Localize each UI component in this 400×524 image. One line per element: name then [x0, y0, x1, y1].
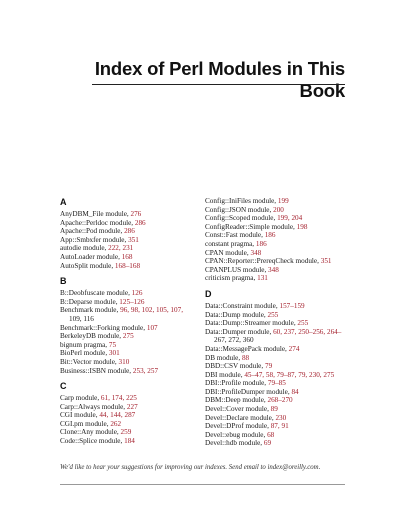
entry-term: Carp module, — [60, 394, 101, 403]
index-section — [60, 381, 210, 446]
entry-term: DBM::Deep module, — [205, 396, 268, 405]
index-entry-continuation — [205, 336, 355, 345]
entry-term: ConfigReader::Simple module, — [205, 222, 297, 231]
entry-page-links[interactable]: 61, 174, 225 — [100, 394, 137, 403]
entry-term: CPAN::Reporter::PrereqCheck module, — [205, 257, 321, 266]
entry-page-links[interactable]: 351 — [320, 257, 332, 266]
index-entry — [60, 289, 210, 298]
entry-term: Business::ISBN module, — [60, 366, 133, 375]
entry-term: AutoSplit module, — [60, 261, 115, 270]
entry-page-links[interactable]: 87, 91 — [270, 422, 289, 431]
entry-term: Config::JSON module, — [205, 205, 274, 214]
index-entry — [60, 332, 210, 341]
index-entry — [205, 431, 355, 440]
entry-page-links[interactable]: 253, 257 — [132, 366, 159, 375]
entry-page-links[interactable]: 75 — [108, 340, 117, 349]
index-entry — [205, 311, 355, 320]
entry-page-links[interactable]: 275 — [122, 332, 134, 341]
entry-page-links[interactable]: 276 — [130, 210, 142, 218]
index-entry — [60, 394, 210, 403]
entry-page-links[interactable]: 200 — [273, 205, 284, 214]
index-entry — [60, 236, 210, 245]
entry-term: Devel::Cover module, — [205, 405, 271, 414]
entry-term: CGI.pm module, — [60, 419, 111, 428]
footer-note: We'd like to hear your suggestions for improving our indexes. Send email to index@oreilly.com. — [60, 464, 321, 471]
index-entry — [205, 249, 355, 258]
entry-term: Config::Scoped module, — [205, 214, 278, 223]
index-entry — [60, 306, 210, 315]
entry-page-links[interactable]: 198 — [296, 222, 308, 231]
entry-term: Data::Dumper module, — [205, 327, 274, 336]
entry-page-links[interactable]: 186 — [264, 231, 276, 240]
entry-term: Devel::hdb module, — [205, 439, 264, 448]
entry-page-links[interactable]: 68 — [267, 430, 275, 439]
entry-term: autodie module, — [60, 244, 109, 253]
index-section — [205, 197, 355, 283]
index-entry — [205, 405, 355, 414]
entry-term: Data::Dump::Streamer module, — [205, 319, 298, 328]
index-entry — [60, 341, 210, 350]
entry-page-links[interactable]: 107 — [146, 323, 158, 332]
entry-term: AutoLoader module, — [60, 252, 122, 261]
entry-page-links[interactable]: 125–126 — [119, 297, 145, 306]
entry-page-links[interactable]: 79 — [264, 362, 273, 371]
index-entry — [205, 422, 355, 431]
index-entry — [60, 324, 210, 333]
section-letter: A — [60, 197, 67, 207]
section-letter: D — [205, 288, 212, 299]
entry-term: DBD::CSV module, — [205, 362, 265, 371]
entry-page-links[interactable]: 168–168 — [114, 261, 141, 270]
entry-term: Apache::Perldoc module, — [60, 218, 135, 227]
entry-page-links[interactable]: 255 — [267, 310, 279, 319]
index-entry — [60, 253, 210, 262]
entry-term: AnyDBM_File module, — [60, 210, 131, 218]
index-entry — [60, 262, 210, 271]
entry-page-links[interactable]: 184 — [124, 437, 135, 446]
index-entry — [205, 223, 355, 232]
entry-term: DBI::Profile module, — [205, 379, 268, 388]
index-entry-continuation — [60, 315, 210, 324]
entry-term: DBI::ProfileDumper module, — [205, 387, 292, 396]
entry-term: B::Deparse module, — [60, 297, 120, 306]
entry-term: Carp::Always module, — [60, 402, 127, 411]
index-entry — [60, 227, 210, 236]
entry-term: Data::MessagePack module, — [205, 344, 289, 353]
section-letter: C — [60, 381, 67, 392]
section-letter: B — [60, 276, 67, 287]
index-section — [60, 276, 210, 375]
index-entry — [205, 257, 355, 266]
entry-term: BerkeleyDB module, — [60, 332, 123, 341]
entry-term: Devel::Declare module, — [205, 413, 276, 422]
entry-page-links[interactable]: 96, 98, 102, 105, 107, — [120, 306, 183, 315]
entry-page-links[interactable]: 69 — [263, 439, 272, 448]
entry-term: Config::IniFiles module, — [205, 197, 278, 205]
entry-term: CGI module, — [60, 411, 100, 420]
entry-term: Devel::ebug module, — [205, 430, 268, 439]
index-column-right — [205, 193, 355, 454]
entry-term: Data::Dump module, — [205, 310, 268, 319]
entry-page-links[interactable]: 230 — [275, 413, 287, 422]
index-entry — [205, 319, 355, 328]
entry-page-links[interactable]: 199 — [277, 197, 289, 205]
entry-term: criticism pragma, — [205, 274, 258, 283]
index-section — [205, 289, 355, 448]
entry-term: Benchmark module, — [60, 306, 121, 315]
entry-page-links[interactable]: 268–270 — [267, 396, 293, 405]
entry-term: constant pragma, — [205, 239, 256, 248]
index-entry — [205, 206, 355, 215]
index-entry — [205, 328, 355, 337]
index-entry — [60, 244, 210, 253]
index-entry — [205, 379, 355, 388]
entry-page-links[interactable]: 157–159 — [279, 301, 305, 310]
index-entry — [205, 197, 355, 206]
entry-page-links[interactable]: 301 — [108, 349, 120, 358]
index-entry — [60, 219, 210, 228]
index-entry — [60, 367, 210, 376]
entry-page-links[interactable]: 199, 204 — [277, 214, 303, 223]
entry-term: App::Smbxfer module, — [60, 235, 129, 244]
entry-term: Devel::DProf module, — [205, 422, 271, 431]
entry-page-links[interactable]: 274 — [288, 344, 300, 353]
entry-page-links[interactable]: 60, 237, 250–256, 264– — [273, 327, 342, 336]
index-entry — [60, 411, 210, 420]
entry-page-links[interactable]: 89 — [270, 405, 278, 414]
index-entry — [205, 266, 355, 275]
entry-page-links[interactable]: 222, 231 — [108, 244, 134, 253]
entry-page-links[interactable]: 262 — [110, 419, 122, 428]
entry-page-links[interactable]: 45–47, 58, 79–87, 79, 230, 275 — [244, 370, 335, 379]
index-entry — [60, 437, 210, 446]
entry-page-links[interactable]: 79–85 — [267, 379, 286, 388]
index-entry — [205, 231, 355, 240]
entry-term: Data::Constraint module, — [205, 301, 280, 310]
title-rule — [92, 84, 345, 85]
index-entry — [205, 345, 355, 354]
entry-page-links[interactable]: 186 — [255, 239, 267, 248]
entry-page-links-continued[interactable]: 267, 272, 360 — [214, 336, 254, 345]
entry-term: Bit::Vector module, — [60, 357, 119, 366]
entry-page-links[interactable]: 259 — [120, 428, 132, 437]
index-entry — [205, 240, 355, 249]
entry-term: DB module, — [205, 353, 242, 362]
entry-page-links[interactable]: 255 — [297, 319, 309, 328]
entry-term: B::Deobfuscate module, — [60, 289, 132, 298]
entry-page-links[interactable]: 126 — [131, 289, 143, 298]
entry-term: Benchmark::Forking module, — [60, 323, 147, 332]
entry-term: BioPerl module, — [60, 349, 109, 358]
index-entry — [60, 349, 210, 358]
index-entry — [205, 214, 355, 223]
entry-term: Apache::Pod module, — [60, 227, 125, 236]
entry-page-links[interactable]: 348 — [250, 248, 262, 257]
entry-term: CPANPLUS module, — [205, 265, 269, 274]
entry-page-links[interactable]: 227 — [126, 402, 138, 411]
entry-page-links[interactable]: 168 — [121, 252, 133, 261]
entry-page-links[interactable]: 88 — [241, 353, 250, 362]
index-entry — [205, 439, 355, 448]
entry-term: DBI module, — [205, 370, 245, 379]
index-entry — [205, 396, 355, 405]
index-entry — [60, 428, 210, 437]
entry-page-links[interactable]: 84 — [291, 387, 299, 396]
index-entry — [60, 403, 210, 412]
entry-page-links[interactable]: 348 — [268, 265, 279, 274]
entry-term: Clone::Any module, — [60, 428, 121, 437]
entry-term: Code::Splice module, — [60, 437, 125, 446]
entry-page-links[interactable]: 310 — [118, 357, 130, 366]
index-entry — [60, 420, 210, 429]
entry-page-links[interactable]: 44, 144, 287 — [99, 411, 136, 420]
index-entry — [205, 362, 355, 371]
index-column-left — [60, 193, 210, 452]
entry-term: CPAN module, — [205, 248, 251, 257]
entry-term: bignum pragma, — [60, 340, 109, 349]
index-entry — [60, 298, 210, 307]
page-title: Index of Perl Modules in This Book — [94, 58, 345, 101]
entry-page-links[interactable]: 351 — [128, 235, 139, 244]
index-entry — [205, 354, 355, 363]
footer-rule — [60, 484, 345, 485]
entry-page-links[interactable]: 286 — [134, 218, 146, 227]
index-entry — [205, 274, 355, 283]
index-section — [60, 197, 210, 270]
index-entry — [205, 302, 355, 311]
entry-term: Const::Fast module, — [205, 231, 265, 240]
index-entry — [60, 358, 210, 367]
entry-page-links[interactable]: 286 — [124, 227, 135, 236]
index-entry — [205, 371, 355, 380]
index-entry — [205, 388, 355, 397]
index-entry — [205, 414, 355, 423]
index-entry — [60, 210, 210, 219]
entry-page-links[interactable]: 131 — [257, 274, 268, 283]
entry-page-links-continued[interactable]: 109, 116 — [69, 314, 94, 323]
